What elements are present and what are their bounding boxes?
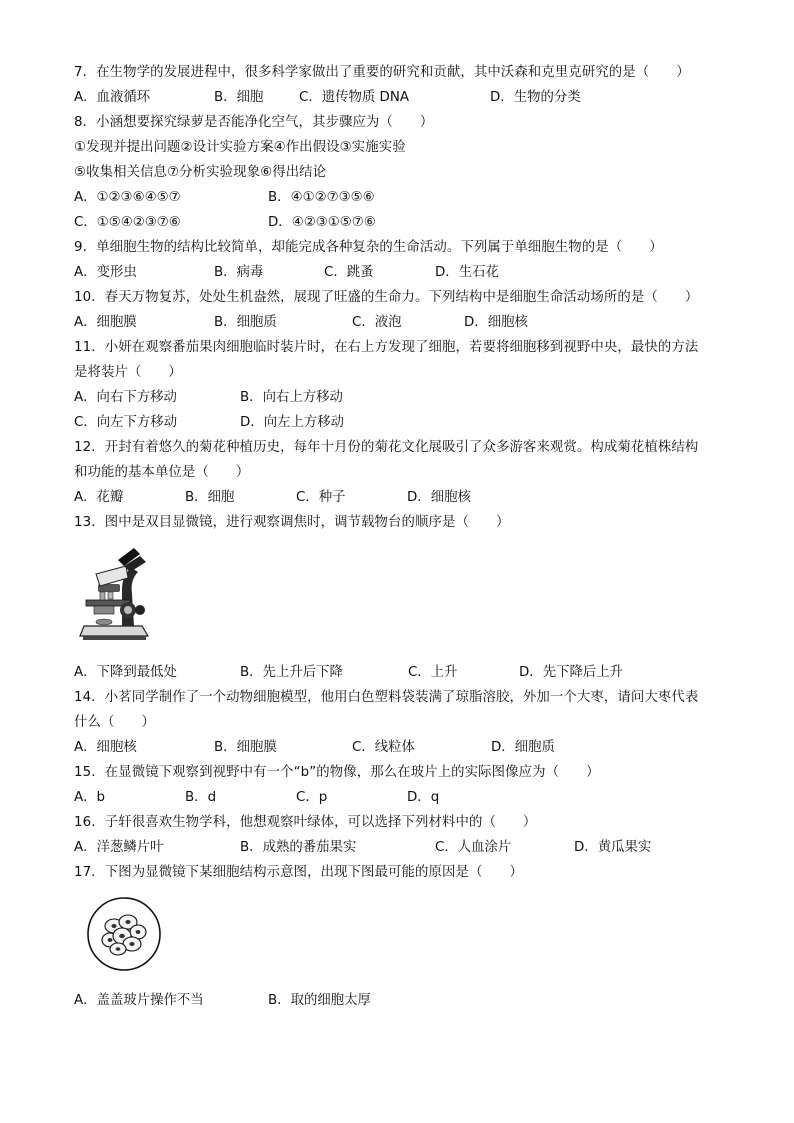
q11-options-row1 — [74, 389, 754, 407]
q17-stem: 17．下图为显微镜下某细胞结构示意图，出现下图最可能的原因是（ ） — [74, 865, 523, 880]
q12-option-d[interactable]: D．细胞核 — [407, 490, 471, 505]
q8-stem: 8．小涵想要探究绿萝是否能净化空气，其步骤应为（ ） — [74, 115, 434, 130]
microscope-figure — [78, 544, 154, 644]
q10-option-d[interactable]: D．细胞核 — [464, 315, 528, 330]
q14-option-c[interactable]: C．线粒体 — [352, 740, 415, 755]
q16-option-c[interactable]: C．人血涂片 — [435, 840, 512, 855]
q13-option-d[interactable]: D．先下降后上升 — [519, 665, 624, 680]
q9-option-c[interactable]: C．跳蚤 — [324, 265, 374, 280]
q9-option-d[interactable]: D．生石花 — [435, 265, 499, 280]
q7-option-d[interactable]: D．生物的分类 — [490, 90, 581, 105]
q15-option-d[interactable]: D．q — [407, 790, 440, 805]
q15-option-c[interactable]: C．p — [296, 790, 328, 805]
q9-stem: 9．单细胞生物的结构比较简单，却能完成各种复杂的生命活动。下列属于单细胞生物的是（ ） — [74, 240, 663, 255]
q8-steps-line1: ①发现并提出问题②设计实验方案④作出假设③实施实验 — [74, 140, 406, 155]
q16-stem: 16．子轩很喜欢生物学科，他想观察叶绿体，可以选择下列材料中的（ ） — [74, 815, 537, 830]
q12-stem-line1: 12．开封有着悠久的菊花种植历史，每年十月份的菊花文化展吸引了众多游客来观赏。构成菊花植株结构 — [74, 440, 699, 455]
q7-stem: 7．在生物学的发展进程中，很多科学家做出了重要的研究和贡献，其中沃森和克里克研究的是（ ） — [74, 65, 690, 80]
q13-options — [74, 664, 754, 682]
q13-stem: 13．图中是双目显微镜，进行观察调焦时，调节载物台的顺序是（ ） — [74, 515, 510, 530]
q9-option-a[interactable]: A．变形虫 — [74, 265, 137, 280]
q13-option-c[interactable]: C．上升 — [408, 665, 458, 680]
q7-option-c[interactable]: C．遗传物质 DNA — [299, 90, 410, 105]
q8-option-b[interactable]: B．④①②⑦③⑤⑥ — [268, 190, 375, 205]
q10-option-a[interactable]: A．细胞膜 — [74, 315, 137, 330]
q8-option-d[interactable]: D．④②③①⑤⑦⑥ — [268, 215, 376, 230]
microscope-field-of-view-figure — [86, 896, 162, 972]
q7-option-b[interactable]: B．细胞 — [214, 90, 264, 105]
q15-option-b[interactable]: B．d — [185, 790, 217, 805]
q13-option-b[interactable]: B．先上升后下降 — [240, 665, 343, 680]
q15-stem: 15．在显微镜下观察到视野中有一个“b”的物像，那么在玻片上的实际图像应为（ ） — [74, 765, 600, 780]
q11-options-row2 — [74, 414, 754, 432]
q16-option-a[interactable]: A．洋葱鳞片叶 — [74, 840, 164, 855]
q7-options — [74, 89, 754, 107]
q10-stem: 10．春天万物复苏，处处生机盎然，展现了旺盛的生命力。下列结构中是细胞生命活动场所的是（ ） — [74, 290, 699, 305]
q8-options-row1 — [74, 189, 754, 207]
q14-option-b[interactable]: B．细胞膜 — [214, 740, 277, 755]
q14-option-d[interactable]: D．细胞质 — [491, 740, 555, 755]
q12-option-a[interactable]: A．花瓣 — [74, 490, 124, 505]
q16-option-b[interactable]: B．成熟的番茄果实 — [240, 840, 357, 855]
q10-option-c[interactable]: C．液泡 — [352, 315, 402, 330]
q8-option-c[interactable]: C．①⑤④②③⑦⑥ — [74, 215, 181, 230]
q11-option-c[interactable]: C．向左下方移动 — [74, 415, 178, 430]
q17-option-a[interactable]: A．盖盖玻片操作不当 — [74, 993, 204, 1008]
q16-options — [74, 839, 754, 857]
q15-option-a[interactable]: A．b — [74, 790, 106, 805]
q14-option-a[interactable]: A．细胞核 — [74, 740, 137, 755]
q12-options — [74, 489, 754, 507]
q17-option-b[interactable]: B．取的细胞太厚 — [268, 993, 371, 1008]
q16-option-d[interactable]: D．黄瓜果实 — [574, 840, 652, 855]
q11-option-b[interactable]: B．向右上方移动 — [240, 390, 343, 405]
q9-option-b[interactable]: B．病毒 — [214, 265, 264, 280]
q14-stem-line2: 什么（ ） — [74, 715, 155, 730]
q7-option-a[interactable]: A．血液循环 — [74, 90, 151, 105]
q10-options — [74, 314, 754, 332]
q11-stem-line1: 11．小妍在观察番茄果肉细胞临时装片时，在右上方发现了细胞，若要将细胞移到视野中央，最快的方法 — [74, 340, 699, 355]
q10-option-b[interactable]: B．细胞质 — [214, 315, 277, 330]
q11-stem-line2: 是将装片（ ） — [74, 365, 182, 380]
q12-stem-line2: 和功能的基本单位是（ ） — [74, 465, 250, 480]
q14-stem-line1: 14．小茗同学制作了一个动物细胞模型，他用白色塑料袋装满了琼脂溶胶，外加一个大枣，请问大枣代表 — [74, 690, 699, 705]
q8-option-a[interactable]: A．①②③⑥④⑤⑦ — [74, 190, 181, 205]
q13-option-a[interactable]: A．下降到最低处 — [74, 665, 177, 680]
q12-option-c[interactable]: C．种子 — [296, 490, 346, 505]
q15-options — [74, 789, 754, 807]
q8-options-row2 — [74, 214, 754, 232]
q12-option-b[interactable]: B．细胞 — [185, 490, 235, 505]
q8-steps-line2: ⑤收集相关信息⑦分析实验现象⑥得出结论 — [74, 165, 327, 180]
q11-option-d[interactable]: D．向左上方移动 — [240, 415, 345, 430]
q17-options — [74, 992, 754, 1010]
q11-option-a[interactable]: A．向右下方移动 — [74, 390, 177, 405]
q14-options — [74, 739, 754, 757]
q9-options — [74, 264, 754, 282]
